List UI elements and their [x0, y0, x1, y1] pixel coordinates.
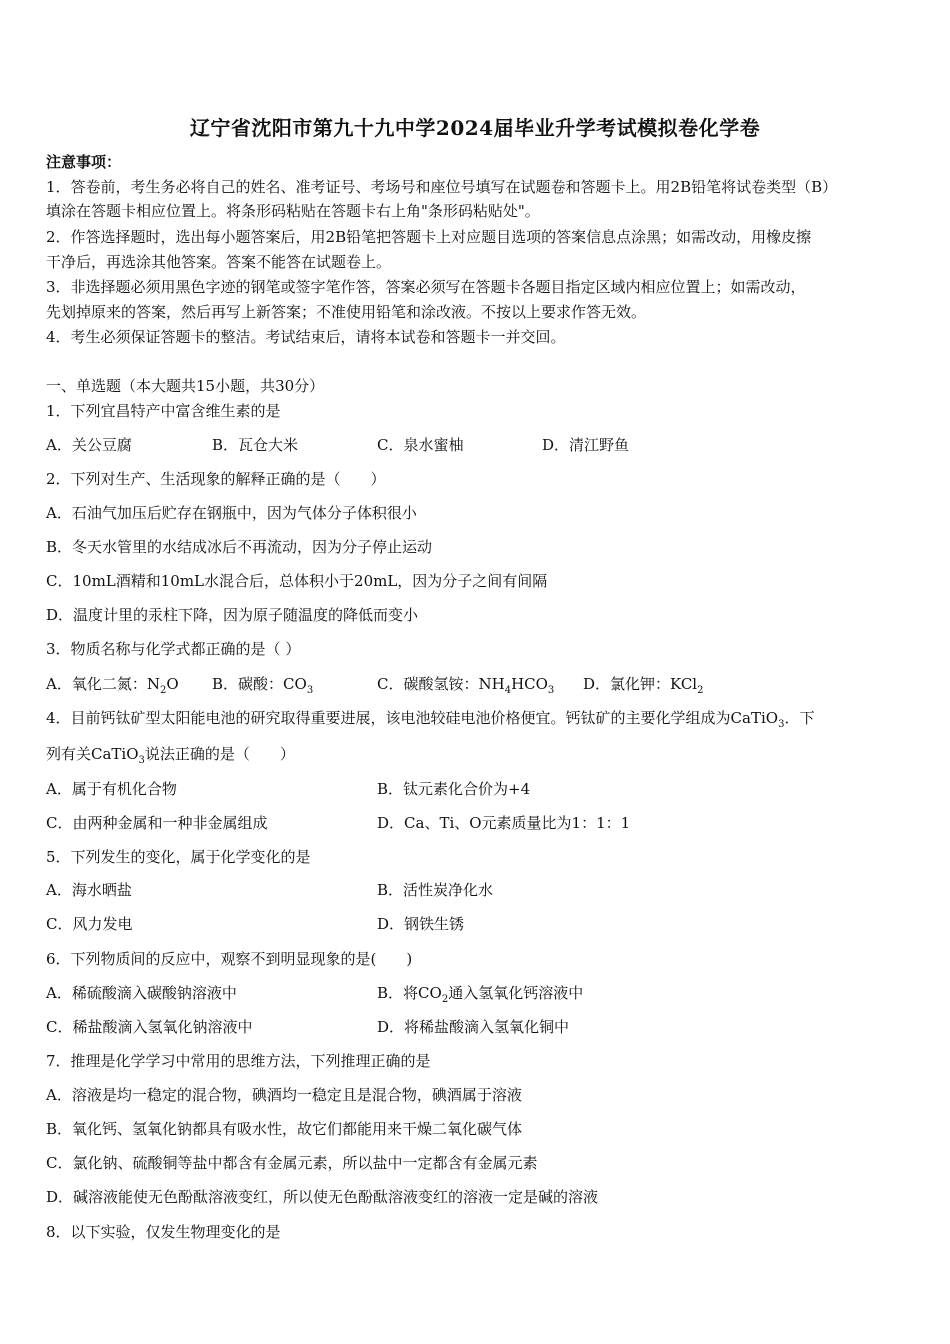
q6-option-b: B．将$CO_2$通入氢氧化钙溶液中	[377, 984, 584, 1005]
q7-option-b: B．氧化钙、氢氧化钠都具有吸水性，故它们都能用来干燥二氧化碳气体	[46, 1120, 523, 1138]
q1-option-a: A．关公豆腐	[46, 436, 132, 454]
question-8-stem: 8．以下实验，仅发生物理变化的是	[46, 1223, 281, 1241]
q6-option-c: C．稀盐酸滴入氢氧化钠溶液中	[46, 1018, 253, 1036]
notice-heading: 注意事项：	[46, 153, 122, 171]
q1-option-b: B．瓦仓大米	[212, 436, 299, 454]
q4-option-a: A．属于有机化合物	[46, 780, 177, 798]
question-6-stem: 6．下列物质间的反应中，观察不到明显现象的是( )	[46, 950, 413, 968]
q7-option-c: C．氯化钠、硫酸铜等盐中都含有金属元素，所以盐中一定都含有金属元素	[46, 1154, 538, 1172]
q3-option-d: D．氯化钾：KCl$_2$	[583, 675, 704, 696]
notice-line: 4．考生必须保证答题卡的整洁。考试结束后，请将本试卷和答题卡一并交回。	[46, 328, 566, 346]
question-2-stem: 2．下列对生产、生活现象的解释正确的是（ ）	[46, 470, 386, 488]
section-heading: 一、单选题（本大题共15小题，共30分）	[46, 377, 325, 395]
q5-option-a: A．海水晒盐	[46, 881, 132, 899]
notice-line: 先划掉原来的答案，然后再写上新答案；不准使用铅笔和涂改液。不按以上要求作答无效。	[46, 303, 647, 321]
q1-option-d: D．清江野鱼	[542, 436, 630, 454]
q4-option-d: D．Ca、Ti、O元素质量比为1：1：1	[377, 814, 631, 832]
notice-line: 干净后，再选涂其他答案。答案不能答在试题卷上。	[46, 253, 392, 271]
q7-option-a: A．溶液是均一稳定的混合物，碘酒均一稳定且是混合物，碘酒属于溶液	[46, 1086, 522, 1104]
q5-option-b: B．活性炭净化水	[377, 881, 494, 899]
question-7-stem: 7．推理是化学学习中常用的思维方法，下列推理正确的是	[46, 1052, 431, 1070]
q4-option-b: B．钛元素化合价为+4	[377, 780, 531, 798]
question-3-stem: 3．物质名称与化学式都正确的是（ ）	[46, 640, 301, 658]
q4-option-c: C．由两种金属和一种非金属组成	[46, 814, 268, 832]
q3-option-a: A．氧化二氮：$N_2O$	[46, 675, 179, 696]
q2-option-d: D．温度计里的汞柱下降，因为原子随温度的降低而变小	[46, 606, 419, 624]
q5-option-c: C．风力发电	[46, 915, 133, 933]
q6-option-d: D．将稀盐酸滴入氢氧化铜中	[377, 1018, 570, 1036]
question-4-stem-cont: 列有关CaTiO$_3$说法正确的是（ ）	[46, 745, 295, 766]
notice-line: 填涂在答题卡相应位置上。将条形码粘贴在答题卡右上角"条形码粘贴处"。	[46, 202, 540, 220]
question-5-stem: 5．下列发生的变化，属于化学变化的是	[46, 848, 311, 866]
notice-line: 2．作答选择题时，选出每小题答案后，用2B铅笔把答题卡上对应题目选项的答案信息点涂黑；如需改动，用橡皮擦	[46, 228, 812, 246]
notice-line: 3．非选择题必须用黑色字迹的钢笔或签字笔作答，答案必须写在答题卡各题目指定区域内相应位置上；如需改动，	[46, 278, 806, 296]
question-1-stem: 1．下列宜昌特产中富含维生素的是	[46, 402, 281, 420]
q2-option-a: A．石油气加压后贮存在钢瓶中，因为气体分子体积很小	[46, 504, 417, 522]
question-4-stem: 4．目前钙钛矿型太阳能电池的研究取得重要进展，该电池较硅电池价格便宜。钙钛矿的主要化学组成为CaTiO$_3$．下	[46, 709, 815, 730]
q5-option-d: D．钢铁生锈	[377, 915, 465, 933]
q3-option-c: C．碳酸氢铵：$NH_4HCO_3$	[377, 675, 555, 696]
q3-option-b: B．碳酸：$CO_3$	[212, 675, 314, 696]
q2-option-b: B．冬天水管里的水结成冰后不再流动，因为分子停止运动	[46, 538, 433, 556]
exam-title: 辽宁省沈阳市第九十九中学2024届毕业升学考试模拟卷化学卷	[189, 116, 761, 140]
q6-option-a: A．稀硫酸滴入碳酸钠溶液中	[46, 984, 237, 1002]
q7-option-d: D．碱溶液能使无色酚酞溶液变红，所以使无色酚酞溶液变红的溶液一定是碱的溶液	[46, 1188, 599, 1206]
q2-option-c: C．10mL酒精和10mL水混合后，总体积小于20mL，因为分子之间有间隔	[46, 572, 548, 590]
q1-option-c: C．泉水蜜柚	[377, 436, 464, 454]
notice-line: 1．答卷前，考生务必将自己的姓名、准考证号、考场号和座位号填写在试题卷和答题卡上。用2B铅笔将试卷类型（B）	[46, 178, 838, 196]
